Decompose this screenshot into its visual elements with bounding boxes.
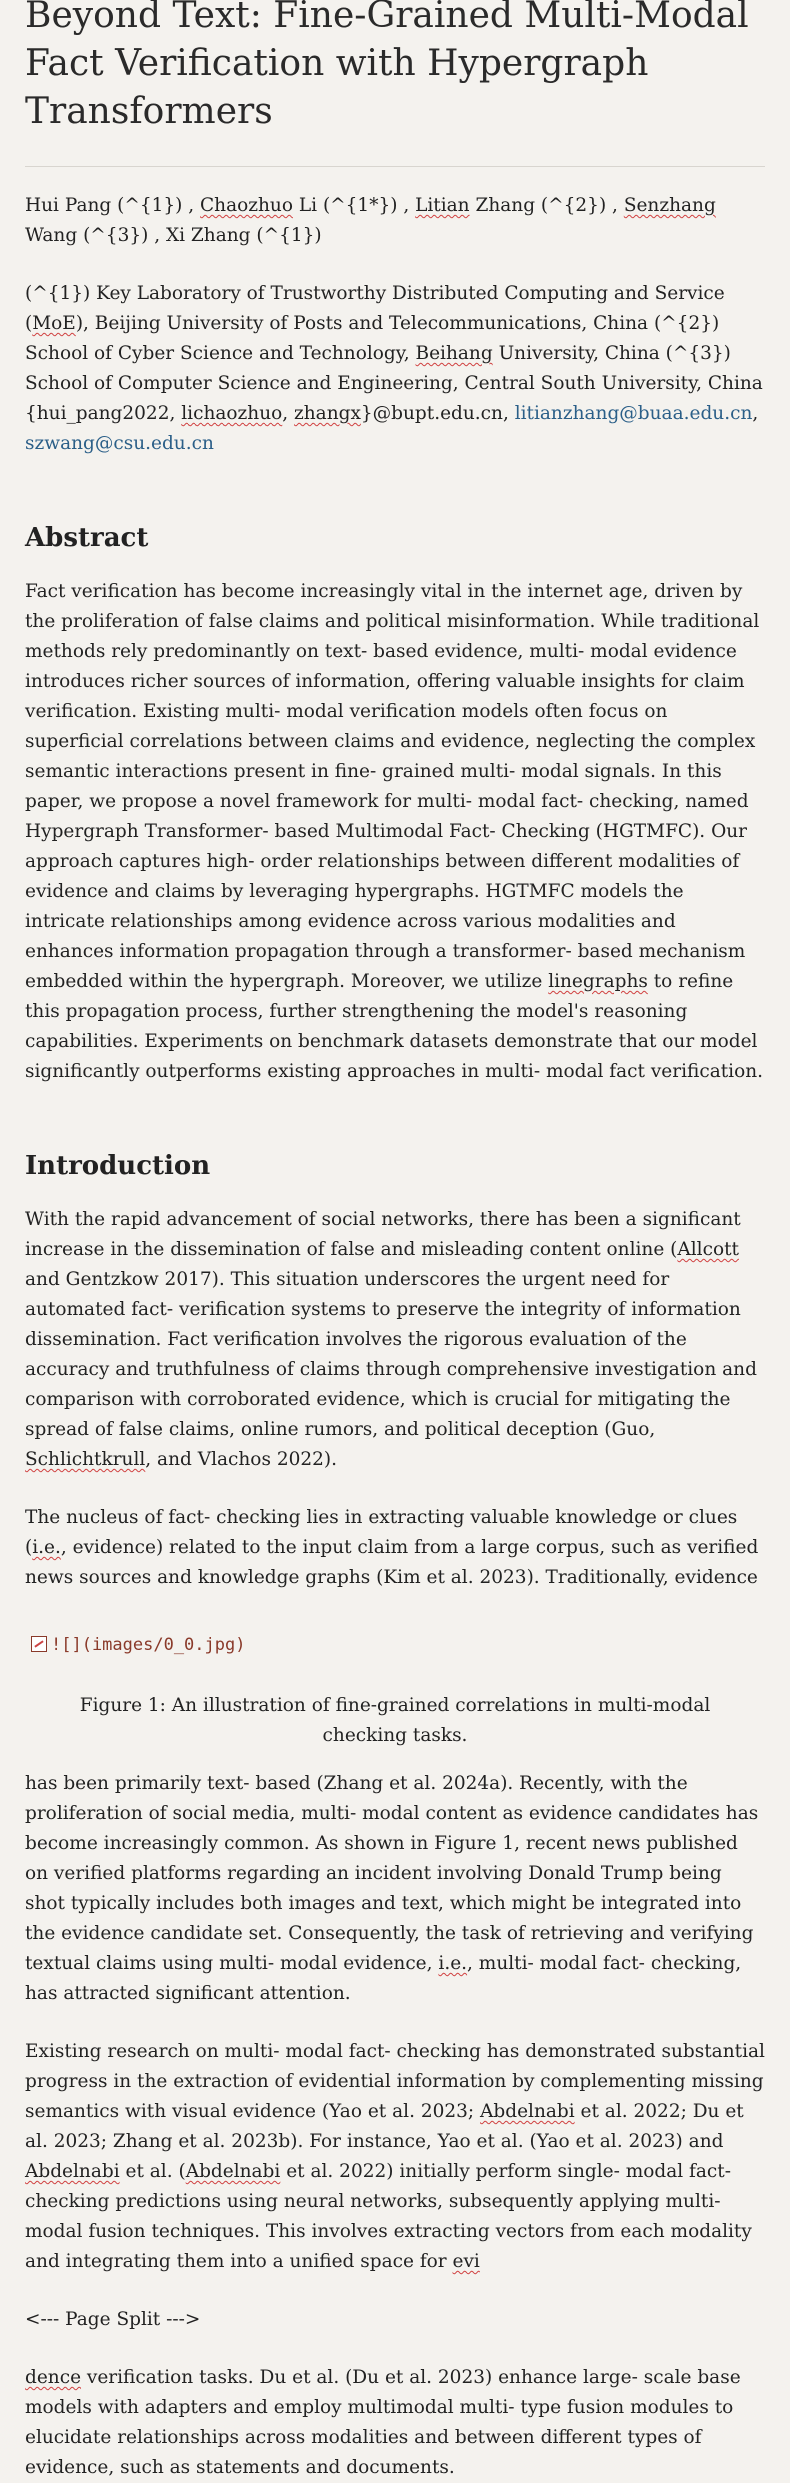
affiliation-text: University, China (^{3}) School of Computer Science and Engineering, Central South University, China {hui_pang2022, [25,343,763,424]
intro-span: verification tasks. Du et al. (Du et al. 2023) enhance large- scale base models with adapters and employ multimodal multi- type fusion modules to elucidate relationships across modalities and between different types of evidence, such as statements and documents. [25,2367,741,2478]
broken-image-icon [31,1636,47,1652]
citation-name-spellcheck: Abdelnabi [185,2161,281,2182]
abbrev-spellcheck: i.e. [438,1953,468,1974]
author-text: Wang (^{3}) , Xi Zhang (^{1}) [25,225,322,246]
page-split-marker: <--- Page Split ---> [25,2309,201,2330]
affiliation-text: , [752,403,759,424]
abstract-heading: Abstract [25,523,149,553]
intro-span: , and Vlachos 2022). [145,1449,337,1470]
author-name-spellcheck: Litian [415,195,470,216]
intro-span: has been primarily text- based (Zhang et al. 2024a). Recently, with the proliferation of social media, multi- modal content as evidence candidates has become increasingly common. As shown in Figure 1, recent news published on verified platforms regarding an incident involving Donald Trump being shot typically includes both images and text, which might be integrated into the evidence candidate set. Consequently, the task of retrieving and verifying textual claims using multi- modal evidence, [25,1773,759,1974]
intro-span: et al. 2022; Du et al. 2023; Zhang et al. 2023b). For instance, Yao et al. (Yao et al. 2023) and [25,2101,744,2152]
image-markdown-text: ![](images/0_0.jpg) [51,1635,246,1655]
author-text: Hui Pang (^{1}) , [25,195,201,216]
email-link[interactable]: szwang@csu.edu.cn [25,433,214,454]
intro-span: , multi- modal fact- checking, has attracted significant attention. [25,1953,742,2004]
affiliations [25,279,765,459]
affiliation-word-spellcheck: MoE [32,313,76,334]
intro-span: With the rapid advancement of social networks, there has been a significant increase in the dissemination of false and misleading content online ( [25,1209,741,1260]
intro-paragraph-4 [25,2037,765,2277]
abstract-text [25,577,765,1087]
author-text: Li (^{1*}) , [292,195,416,216]
citation-name-spellcheck: Abdelnabi [480,2101,575,2122]
affiliation-text: , [282,403,295,424]
affiliation-word-spellcheck: Beihang [415,343,493,364]
affiliation-text: ), Beijing University of Posts and Telecommunications, China (^{2}) School of Cyber Science and Technology, [25,313,720,364]
citation-name-spellcheck: Abdelnabi [25,2161,120,2182]
word-fragment-spellcheck: evi [452,2251,480,2272]
intro-span: The nucleus of fact- checking lies in extracting valuable knowledge or clues ( [25,1507,738,1558]
affiliation-text: (^{1}) Key Laboratory of Trustworthy Distributed Computing and Service ( [25,283,725,334]
figure-caption: Figure 1: An illustration of fine-grained correlations in multi-modal checking tasks. [79,1695,711,1746]
abbrev-spellcheck: i.e. [32,1537,61,1558]
author-list [25,191,765,251]
figure-image-placeholder [31,1635,765,1655]
intro-paragraph-5 [25,2363,765,2483]
abstract-word-spellcheck: linegraphs [548,971,648,992]
intro-span: et al. ( [119,2161,186,2182]
intro-span: Existing research on multi- modal fact- checking has demonstrated substantial progress in the extraction of evidential information by complementing missing semantics with visual evidence (Yao et al. 2023; [25,2041,765,2122]
author-name-spellcheck: Senzhang [623,195,716,216]
intro-paragraph-2 [25,1503,765,1593]
citation-name-spellcheck: Schlichtkrull [25,1449,146,1470]
abstract-span: Fact verification has become increasingly vital in the internet age, driven by the proliferation of false claims and political misinformation. While traditional methods rely predominantly on text- based evidence, multi- modal evidence introduces richer sources of information, offering valuable insights for claim verification. Existing multi- modal verification models often focus on superficial correlations between claims and evidence, neglecting the complex semantic interactions present in fine- grained multi- modal signals. In this paper, we propose a novel framework for multi- modal fact- checking, named Hypergraph Transformer- based Multimodal Fact- Checking (HGTMFC). Our approach captures high- order relationships between different modalities of evidence and claims by leveraging hypergraphs. HGTMFC models the intricate relationships among evidence across various modalities and enhances information propagation through a transformer- based mechanism embedded within the hypergraph. Moreover, we utilize [25,581,760,992]
intro-span: , evidence) related to the input claim from a large corpus, such as verified news sources and knowledge graphs (Kim et al. 2023). Traditionally, evidence [25,1537,759,1588]
email-link[interactable]: litianzhang@buaa.edu.cn [514,403,753,424]
intro-span: and Gentzkow 2017). This situation underscores the urgent need for automated fact- verification systems to preserve the integrity of information dissemination. Fact verification involves the rigorous evaluation of the accuracy and truthfulness of claims through comprehensive investigation and comparison with corroborated evidence, which is crucial for mitigating the spread of false claims, online rumors, and political deception (Guo, [25,1269,757,1440]
paper-title: Beyond Text: Fine-Grained Multi-Modal Fact Verification with Hypergraph Transformers [25,0,749,132]
affiliation-word-spellcheck: zhangx [294,403,361,424]
affiliation-word-spellcheck: lichaozhuo [181,403,283,424]
intro-paragraph-3 [25,1769,765,2009]
affiliation-text: }@bupt.edu.cn, [360,403,515,424]
author-name-spellcheck: Chaozhuo [200,195,293,216]
abstract-span: to refine this propagation process, further strengthening the model's reasoning capabilities. Experiments on benchmark datasets demonstrate that our model significantly outperforms existing approaches in multi- modal fact verification. [25,971,764,1082]
citation-name-spellcheck: Allcott [677,1239,739,1260]
intro-paragraph-1 [25,1205,765,1475]
introduction-heading: Introduction [25,1151,211,1181]
intro-span: et al. 2022) initially perform single- modal fact- checking predictions using neural networks, subsequently applying multi- modal fusion techniques. This involves extracting vectors from each modality and integrating them into a unified space for [25,2161,752,2272]
word-fragment-spellcheck: dence [25,2367,82,2388]
title-divider [25,166,765,167]
author-text: Zhang (^{2}) , [469,195,624,216]
